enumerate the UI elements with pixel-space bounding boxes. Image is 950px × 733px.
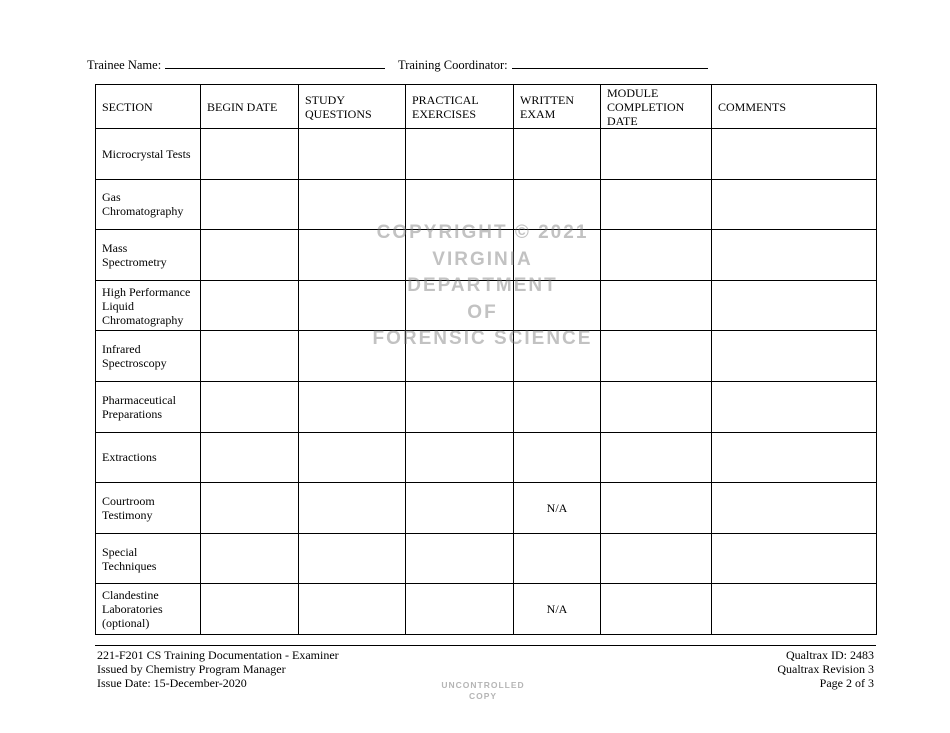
- module-completion-date-cell[interactable]: [601, 432, 712, 483]
- practical-exercises-cell[interactable]: [406, 381, 514, 432]
- study-questions-cell[interactable]: [299, 381, 406, 432]
- column-header: COMMENTS: [712, 85, 877, 129]
- comments-cell[interactable]: [712, 331, 877, 382]
- module-completion-date-cell[interactable]: [601, 230, 712, 281]
- module-completion-date-cell[interactable]: [601, 179, 712, 230]
- study-questions-cell[interactable]: [299, 533, 406, 584]
- table-row: [96, 483, 877, 534]
- practical-exercises-cell[interactable]: [406, 533, 514, 584]
- comments-cell[interactable]: [712, 129, 877, 180]
- section-cell: Infrared Spectroscopy: [96, 331, 201, 382]
- table-row: [96, 533, 877, 584]
- trainee-name-line: [87, 57, 385, 72]
- module-completion-date-cell[interactable]: [601, 584, 712, 635]
- column-header: STUDY QUESTIONS: [299, 85, 406, 129]
- written-exam-cell[interactable]: N/A: [514, 584, 601, 635]
- practical-exercises-cell[interactable]: [406, 129, 514, 180]
- table-row: [96, 584, 877, 635]
- module-completion-date-cell[interactable]: [601, 129, 712, 180]
- comments-cell[interactable]: [712, 533, 877, 584]
- footer-divider: [95, 645, 876, 646]
- footer-document-info: 221-F201 CS Training Documentation - Examiner Issued by Chemistry Program Manager Issue Date: 15-December-2020: [97, 648, 339, 690]
- comments-cell[interactable]: [712, 432, 877, 483]
- begin-date-cell[interactable]: [201, 179, 299, 230]
- begin-date-cell[interactable]: [201, 432, 299, 483]
- practical-exercises-cell[interactable]: [406, 584, 514, 635]
- section-cell: Mass Spectrometry: [96, 230, 201, 281]
- section-cell: Gas Chromatography: [96, 179, 201, 230]
- training-coordinator-line: [398, 57, 708, 72]
- copyright-watermark: COPYRIGHT © 2021 VIRGINIA DEPARTMENT OF FORENSIC SCIENCE: [372, 222, 593, 349]
- study-questions-cell[interactable]: [299, 129, 406, 180]
- training-coordinator-label: Training Coordinator:: [398, 58, 508, 72]
- comments-cell[interactable]: [712, 381, 877, 432]
- begin-date-cell[interactable]: [201, 331, 299, 382]
- trainee-name-blank[interactable]: [165, 57, 385, 69]
- practical-exercises-cell[interactable]: [406, 483, 514, 534]
- module-completion-date-cell[interactable]: [601, 331, 712, 382]
- module-completion-date-cell[interactable]: [601, 381, 712, 432]
- section-cell: Courtroom Testimony: [96, 483, 201, 534]
- module-completion-date-cell[interactable]: [601, 533, 712, 584]
- begin-date-cell[interactable]: [201, 129, 299, 180]
- uncontrolled-copy-stamp: UNCONTROLLED COPY: [441, 680, 525, 701]
- table-header-row: [96, 85, 877, 129]
- column-header: SECTION: [96, 85, 201, 129]
- module-completion-date-cell[interactable]: [601, 483, 712, 534]
- comments-cell[interactable]: [712, 483, 877, 534]
- training-coordinator-blank[interactable]: [512, 57, 708, 69]
- begin-date-cell[interactable]: [201, 483, 299, 534]
- table-body: [96, 129, 877, 635]
- table-row: [96, 432, 877, 483]
- begin-date-cell[interactable]: [201, 381, 299, 432]
- column-header: MODULE COMPLETION DATE: [601, 85, 712, 129]
- comments-cell[interactable]: [712, 179, 877, 230]
- practical-exercises-cell[interactable]: [406, 432, 514, 483]
- written-exam-cell[interactable]: [514, 129, 601, 180]
- comments-cell[interactable]: [712, 280, 877, 331]
- written-exam-cell[interactable]: [514, 381, 601, 432]
- training-documentation-table: [95, 84, 877, 635]
- comments-cell[interactable]: [712, 230, 877, 281]
- written-exam-cell[interactable]: N/A: [514, 483, 601, 534]
- table-row: [96, 381, 877, 432]
- section-cell: Microcrystal Tests: [96, 129, 201, 180]
- trainee-name-label: Trainee Name:: [87, 58, 162, 72]
- comments-cell[interactable]: [712, 584, 877, 635]
- section-cell: Extractions: [96, 432, 201, 483]
- column-header: WRITTEN EXAM: [514, 85, 601, 129]
- study-questions-cell[interactable]: [299, 432, 406, 483]
- section-cell: Clandestine Laboratories (optional): [96, 584, 201, 635]
- column-header: BEGIN DATE: [201, 85, 299, 129]
- module-completion-date-cell[interactable]: [601, 280, 712, 331]
- section-cell: High Performance Liquid Chromatography: [96, 280, 201, 331]
- begin-date-cell[interactable]: [201, 533, 299, 584]
- written-exam-cell[interactable]: [514, 533, 601, 584]
- study-questions-cell[interactable]: [299, 483, 406, 534]
- section-cell: Special Techniques: [96, 533, 201, 584]
- table-row: [96, 129, 877, 180]
- begin-date-cell[interactable]: [201, 584, 299, 635]
- column-header: PRACTICAL EXERCISES: [406, 85, 514, 129]
- begin-date-cell[interactable]: [201, 230, 299, 281]
- section-cell: Pharmaceutical Preparations: [96, 381, 201, 432]
- study-questions-cell[interactable]: [299, 584, 406, 635]
- written-exam-cell[interactable]: [514, 432, 601, 483]
- footer-revision-info: Qualtrax ID: 2483 Qualtrax Revision 3 Page 2 of 3: [777, 648, 874, 690]
- begin-date-cell[interactable]: [201, 280, 299, 331]
